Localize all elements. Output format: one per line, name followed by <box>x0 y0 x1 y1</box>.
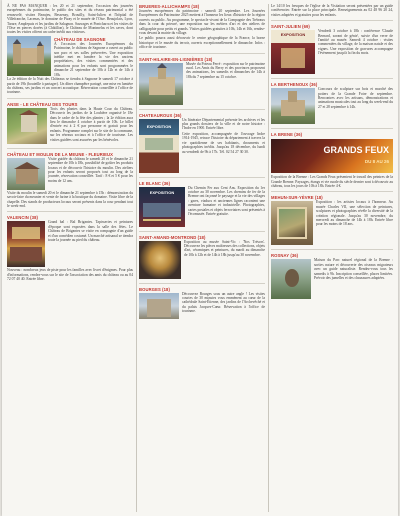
grands-feux-poster <box>271 139 393 173</box>
heading-saint-julien: SAINT-JULIEN (69) <box>271 24 310 30</box>
article-chateauroux <box>138 110 266 174</box>
heading-bourges: BOURGES (18) <box>139 286 170 292</box>
article-bourges <box>138 284 266 320</box>
nature-photo <box>271 259 311 299</box>
intro-paragraph: À NE PAS MANQUER : les 20 et 21 septembre, l'occasion des journées européennes du patrimoine, le public des sites et du réseau patrimonial a été renouvelé, visitez Beaujeu, Bessenay, Brouilly, Saint-Julien et l'hôpital de Villefranche, Lacenas, le domaine de Pizay et le musée de l'Oise. Beaujolais, Lyon, Tarare, Amplepuis et les jardins de Salagnon. Sauvages et Pontcharra et les visites de l'Oise en pierres dorées (à Châtillon), le Château de Montmelas et les caves, dont toutes les visites offrent un cadre inédit aux visiteurs. <box>7 4 133 35</box>
exposition-poster-image <box>271 30 315 74</box>
exposition-poster-label: EXPOSITION <box>280 32 306 38</box>
column-left <box>6 0 134 516</box>
railway-poster-image <box>139 187 185 227</box>
le-blanc-text: Du Chemin Fer aux Cent Ans. Exposition du 1er octobre au 30 novembre. Les chemins de fer de la Brenne ont façonné le paysage et la vie des villages : gares, viaducs et anciennes lignes racontent une aventure humaine et industrielle. Photographies, cartes postales et objets ferroviaires sont présentés à l'écomusée. Entrée gratuite. <box>188 185 265 217</box>
intro-right-text: Le 14/10 les fresques de l'église de la Visitation seront présentées par un guide conférencier. Entrée sur la place principale. Renseignements au 02 48 96 20 24, visites adaptées et gratuites pour les enfants. <box>271 4 393 17</box>
article-sagnone <box>6 35 134 95</box>
heading-saint-amand: SAINT-AMAND-MONTROND (18) <box>139 234 206 240</box>
garden-photo <box>7 108 47 144</box>
la-brene-text: Exposition de la Brenne : Les Grands Feux présentent le travail des peintres de la Grande Brenne. Paysages, étangs et vie rurale du siècle dernier sont à découvrir au château, tous les jours de 10h à 18h. Entrée 4 €. <box>271 175 393 189</box>
meune-text: Visite guidée du château le samedi 20 et le dimanche 21 septembre de 10h à 18h, possibilité de goûter les produits locaux et de découvrir l'histoire du moulin. Des ateliers pour les enfants seront proposés tout au long de la journée, réservation conseillée. Tarif : 8 € et 5 € pour les moins de 12 ans. <box>48 156 133 183</box>
rosnay-text: Maison du Parc naturel régional de la Brenne : sorties nature et découverte des oiseaux migrateurs avec un guide naturaliste. Rendez-vous tous les samedis à 9h. Inscription conseillée, places limitées. Prévoir des jumelles et des chaussures adaptées. <box>314 258 393 281</box>
article-saint-amand <box>138 232 266 280</box>
bourges-text: Découvrez Bourges sous un autre angle ! Les visites courtes de 30 minutes vous emmènent au cœur de la cathédrale Saint-Étienne, des jardins de l'Archevêché et du palais Jacques-Cœur. Réservation à l'office de tourisme. <box>182 291 265 314</box>
sagnone-text: À l'occasion des Journées Européennes du Patrimoine, le château de Sagnone a ouvert au public son parc et ses salles préservées. Une exposition inédite met en lumière la vie des anciens propriétaires, des visites commentées et des animations pour les enfants sont programmées le dimanche 21 septembre de 10h à 12h et de 14h à 18h. <box>54 41 133 77</box>
heading-rosnay: ROSNAY (36) <box>271 253 299 259</box>
meune-text-2: Visite du moulin le samedi 20 et le dimanche 21 septembre à 15h : démonstration du savoir-faire du meunier et vente de farine à la boutique du domaine. Visite libre de la chapelle. Des stands de producteurs locaux seront présents dans la cour pendant tout le week-end. <box>7 190 133 208</box>
article-la-brene <box>270 129 394 188</box>
heading-mehun: MEHUN-SUR-YÈVRE (18) <box>271 195 323 201</box>
saint-amand-text: Exposition au musée Saint-Vic : 'Nos Trésors'. Découvrez les pièces maîtresses des collections, objets d'art, céramiques et peintures, du mardi au dimanche de 10h à 12h et de 14h à 18h jusqu'au 30 novembre. <box>184 239 265 257</box>
heading-anse: ANSE - LE CHÂTEAU DES TOURS <box>7 101 78 107</box>
mill-photo <box>7 158 45 190</box>
village-church-photo <box>271 88 315 124</box>
brueres-text-2: Le public pourra aussi découvrir le centre géographique de la France, la borne historique et le musée du terroir, ouverts exceptionnellement le dimanche. Infos : office de tourisme. <box>139 36 265 50</box>
article-meune <box>6 149 134 209</box>
article-brueres <box>138 0 266 50</box>
anse-text: Trois des plantes dans la Haute Cour du Château. Découvrir les jardins de la Loubière organisé le 18e dans le cadre de la fête des plantes ; la 2e édition aura lieu le dimanche 4 octobre à partir de 10h. Le billet d'entrée est à 2 € par personne et gratuit pour les enfants. Programme complet sur le site de la commune, sur les réseaux sociaux et à l'office de tourisme. Les visites guidées sont assurées par les bénévoles. <box>50 106 133 142</box>
article-saint-julien <box>270 21 394 75</box>
heading-sagnone: CHÂTEAU DE SAGNONE <box>54 36 106 42</box>
poster-title: GRANDS FEUX <box>323 145 389 156</box>
book-cover-label: EXPOSITION <box>146 123 172 129</box>
chateauroux-text: Un Itinéraire Départemental présente les archives et les plus grands dossiers de la ville et de notre histoire : l'Indre en 1900. Entrée libre. <box>182 117 265 131</box>
column-separator <box>268 4 269 512</box>
museum-object-photo <box>139 241 181 279</box>
castle-photo <box>7 36 51 76</box>
valencin-text-2: Nouveau : nombreux jeux de piste pour les familles avec livret d'énigmes. Pour plus d'informations, rendez-vous sur le site de l'association des amis du château ou au 04 72 07 40 40. Entrée libre. <box>7 268 133 282</box>
valencin-text: Grand bal : Bal Brigantes. Tapisseries et peintures d'époque sont exposées dans la salle des fêtes. Le Château de Brigantes se visite en compagnie d'un guide et d'un comédien costumé. Un marché artisanal se tiendra toute la journée au pied du château. <box>48 220 133 242</box>
brueres-text: Journées européennes du patrimoine : samedi 20 septembre. Les Journées Européennes du Patrimoine 2025 mettent à l'honneur les lieux d'histoire de la région ouverts au public. Au programme, le spectacle vivant de la Compagnie des Tréteaux dans la cour du prieuré, une exposition sur les métiers d'art et des ateliers de calligraphie pour petits et grands. Visites guidées gratuites à 10h, 14h et 16h, rendez-vous devant la mairie du village. <box>139 9 265 36</box>
la-berthenoux-text: Concours de sculpture sur bois et marché des potiers de la Grande Foire de septembre. Rencontres avec les artisans, démonstrations et animations musicales tout au long du week-end du 27 et 28 septembre à 14h. <box>318 87 393 109</box>
chateauroux-text-2: Cette exposition, accompagnée de l'ouvrage Indre 1914-1945, retrace l'histoire du département à travers la vie quotidienne de ses habitants, documents et photographies inédits. Jusqu'au 18 décembre, du lundi au vendredi de 9h à 17h. Tél. 02 54 27 30 30. <box>182 131 265 154</box>
book-cover-image <box>139 119 179 173</box>
festival-photo <box>7 221 45 267</box>
heading-la-brene: LA BRENE (36) <box>271 132 303 138</box>
column-middle <box>138 0 266 516</box>
heading-le-blanc: LE BLANC (36) <box>139 180 171 186</box>
railway-poster-label: EXPOSITION <box>149 189 175 195</box>
saint-julien-text: Vendredi 3 octobre à 18h : conférence 'Claude Bernard, savant de génie', suivie d'un verre de l'amitié au musée. Samedi 4 octobre : visites commentées du village, de la maison natale et des vignes. Une exposition de gravures accompagne l'évènement jusqu'à la fin du mois. <box>318 29 393 56</box>
poster-dates: DU 8 AU 26 <box>364 159 389 165</box>
article-rosnay <box>270 250 394 300</box>
heading-chateauroux: CHATEAUROUX (36) <box>139 112 182 118</box>
sagnone-text-2: La 2e édition de la Nuit des Châteaux se tiendra à Sagnone le samedi 17 octobre à partir de 19h (bouteille à partager). Un dîner champêtre partagé, une mise en lumière du château, ses jardins et un concert acoustique. Réservation conseillée à l'office de tourisme. <box>7 77 133 95</box>
heading-valencin: VALENCIN (38) <box>7 215 39 221</box>
church-photo <box>139 63 183 105</box>
mehun-text: Exposition : les artistes locaux à l'honneur. Au musée Charles VII, une sélection de peintures, sculptures et photographies révèle la diversité de la création régionale. Jusqu'au 30 novembre, du mercredi au dimanche de 14h à 18h. Entrée libre pour les moins de 18 ans. <box>316 200 393 227</box>
article-valencin <box>6 212 134 281</box>
heading-brueres: BRUERES-ALLICHAMPS (18) <box>139 4 200 9</box>
saint-hilaire-text: Musée du Poteau Ferré : exposition sur le patrimoine rural. Les Amis du Berry et des provinces proposent des animations, les samedis et dimanches de 14h à 18h du 7 septembre au 15 octobre. <box>186 61 265 79</box>
article-mehun <box>270 192 394 246</box>
article-le-blanc <box>138 178 266 228</box>
heading-meune: CHÂTEAU ET MOULIN DE LA MEUNE - FLEURIEUX <box>7 151 114 157</box>
article-la-berthenoux <box>270 79 394 125</box>
heading-saint-hilaire: SAINT-HILAIRE-EN-LIGNIÈRES (18) <box>139 56 213 62</box>
cathedral-photo <box>139 293 179 319</box>
newspaper-page <box>2 0 398 516</box>
heading-la-berthenoux: LA BERTHENOUX (36) <box>271 82 318 88</box>
column-separator <box>136 4 137 512</box>
column-right <box>270 0 394 516</box>
article-saint-hilaire <box>138 54 266 106</box>
painting-photo <box>271 201 313 245</box>
article-anse <box>6 99 134 145</box>
